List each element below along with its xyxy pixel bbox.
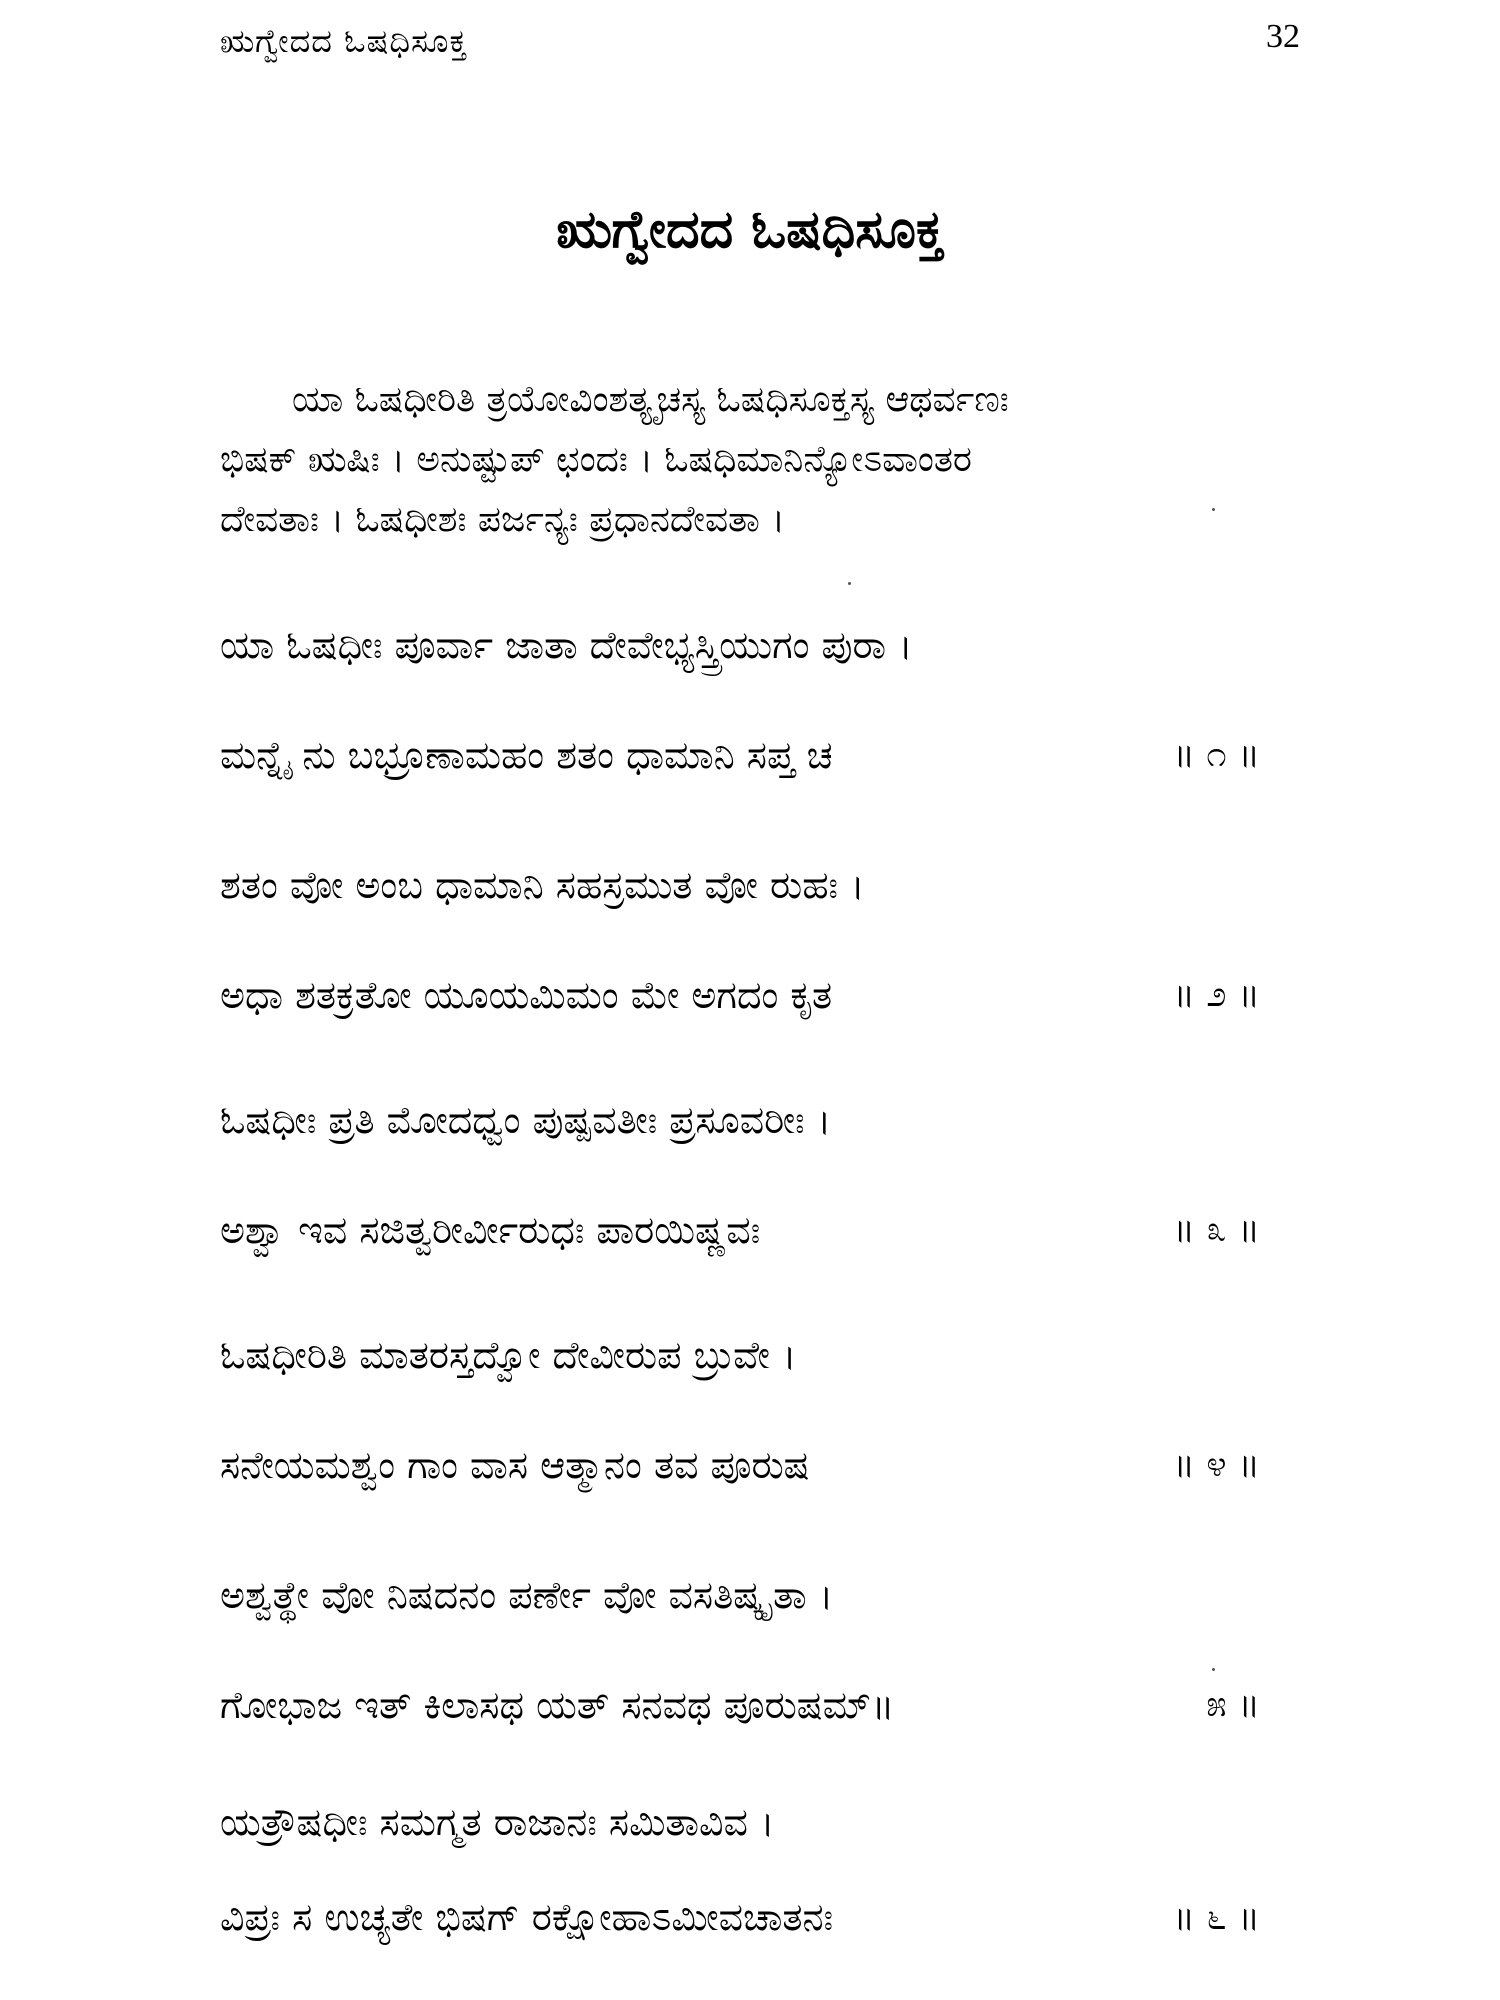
verse-line-first: ಅಶ್ವತ್ಥೇ ವೋ ನಿಷದನಂ ಪರ್ಣೇ ವೋ ವಸತಿಷ್ಕೃತಾ ।	[220, 1573, 834, 1617]
verse-number: ॥ ೨ ॥	[1173, 974, 1260, 1015]
verse-3	[220, 1065, 1300, 1285]
intro-line: ದೇವತಾಃ । ಓಷಧೀಶಃ ಪರ್ಜನ್ಯಃ ಪ್ರಧಾನದೇವತಾ ।	[220, 499, 785, 540]
page-number: 32	[1266, 18, 1300, 55]
intro-line: ಯಾ ಓಷಧೀರಿತಿ ತ್ರಯೋವಿಂಶತ್ಯೃಚಸ್ಯ ಓಷಧಿಸೂಕ್ತಸ್ಯ ಆಥರ್ವಣಃ	[292, 379, 1009, 420]
running-header-title: ಋಗ್ವೇದದ ಓಷಧಿಸೂಕ್ತ	[220, 22, 468, 60]
verse-2	[220, 830, 1300, 1050]
verse-5	[220, 1540, 1300, 1760]
verse-line-first: ಓಷಧೀರಿತಿ ಮಾತರಸ್ತದ್ವೋ ದೇವೀರುಪ ಬ್ರುವೇ ।	[220, 1333, 797, 1377]
verse-text: ಸನೇಯಮಶ್ವಂ ಗಾಂ ವಾಸ ಆತ್ಮಾನಂ ತವ ಪೂರುಷ	[220, 1443, 810, 1487]
verse-text: ಅಶ್ವಾ ಇವ ಸಜಿತ್ವರೀರ್ವೀರುಧಃ ಪಾರಯಿಷ್ಣವಃ	[220, 1208, 761, 1252]
verse-line-second	[220, 1175, 1300, 1285]
verse-1	[220, 590, 1300, 810]
verse-number: ॥ ೧ ॥	[1173, 734, 1260, 775]
verse-line-second	[220, 940, 1300, 1050]
verse-line-second	[220, 1410, 1300, 1520]
verse-line-first: ಯಾ ಓಷಧೀಃ ಪೂರ್ವಾ ಜಾತಾ ದೇವೇಭ್ಯಸ್ತ್ರಿಯುಗಂ ಪುರಾ ।	[220, 623, 913, 667]
verse-text: ಮನ್ನೈ ನು ಬಭ್ರೂಣಾಮಹಂ ಶತಂ ಧಾಮಾನಿ ಸಪ್ತ ಚ	[220, 733, 833, 777]
section-title: ಋಗ್ವೇದದ ಓಷಧಿಸೂಕ್ತ	[556, 200, 944, 260]
print-speck	[848, 582, 851, 585]
verse-line-first: ಶತಂ ವೋ ಅಂಬ ಧಾಮಾನಿ ಸಹಸ್ರಮುತ ವೋ ರುಹಃ ।	[220, 863, 865, 907]
verse-4	[220, 1300, 1300, 1520]
verse-line-second	[220, 1650, 1300, 1760]
verse-line-second	[220, 700, 1300, 810]
verse-text: ಗೋಭಾಜ ಇತ್ ಕಿಲಾಸಥ ಯತ್ ಸನವಥ ಪೂರುಷಮ್॥	[220, 1683, 895, 1727]
verse-line-first: ಓಷಧೀಃ ಪ್ರತಿ ಮೋದಧ್ವಂ ಪುಷ್ಪವತೀಃ ಪ್ರಸೂವರೀಃ ।	[220, 1098, 832, 1142]
verse-number: ೫ ॥	[1206, 1684, 1260, 1725]
verse-number: ॥ ೬ ॥	[1173, 1897, 1260, 1938]
verse-6	[220, 1775, 1300, 1965]
print-speck	[1212, 508, 1215, 511]
verse-number: ॥ ೪ ॥	[1173, 1444, 1260, 1485]
verse-text: ಅಧಾ ಶತಕ್ರತೋ ಯೂಯಮಿಮಂ ಮೇ ಅಗದಂ ಕೃತ	[220, 973, 833, 1017]
intro-line: ಭಿಷಕ್ ಋಷಿಃ । ಅನುಷ್ಟುಪ್ ಛಂದಃ । ಓಷಧಿಮಾನಿನ್ಯೋಽವಾಂತರ	[220, 439, 972, 480]
print-speck	[1212, 1668, 1215, 1671]
verse-text: ವಿಪ್ರಃ ಸ ಉಚ್ಯತೇ ಭಿಷಗ್ ರಕ್ಷೋಹಾಽಮೀವಚಾತನಃ	[220, 1895, 834, 1939]
verse-number: ॥ ೩ ॥	[1173, 1209, 1260, 1250]
verse-line-first: ಯತ್ರೌಷಧೀಃ ಸಮಗ್ಮತ ರಾಜಾನಃ ಸಮಿತಾವಿವ ।	[220, 1800, 775, 1844]
intro-paragraph	[220, 370, 1310, 550]
verse-line-second	[220, 1870, 1300, 1965]
